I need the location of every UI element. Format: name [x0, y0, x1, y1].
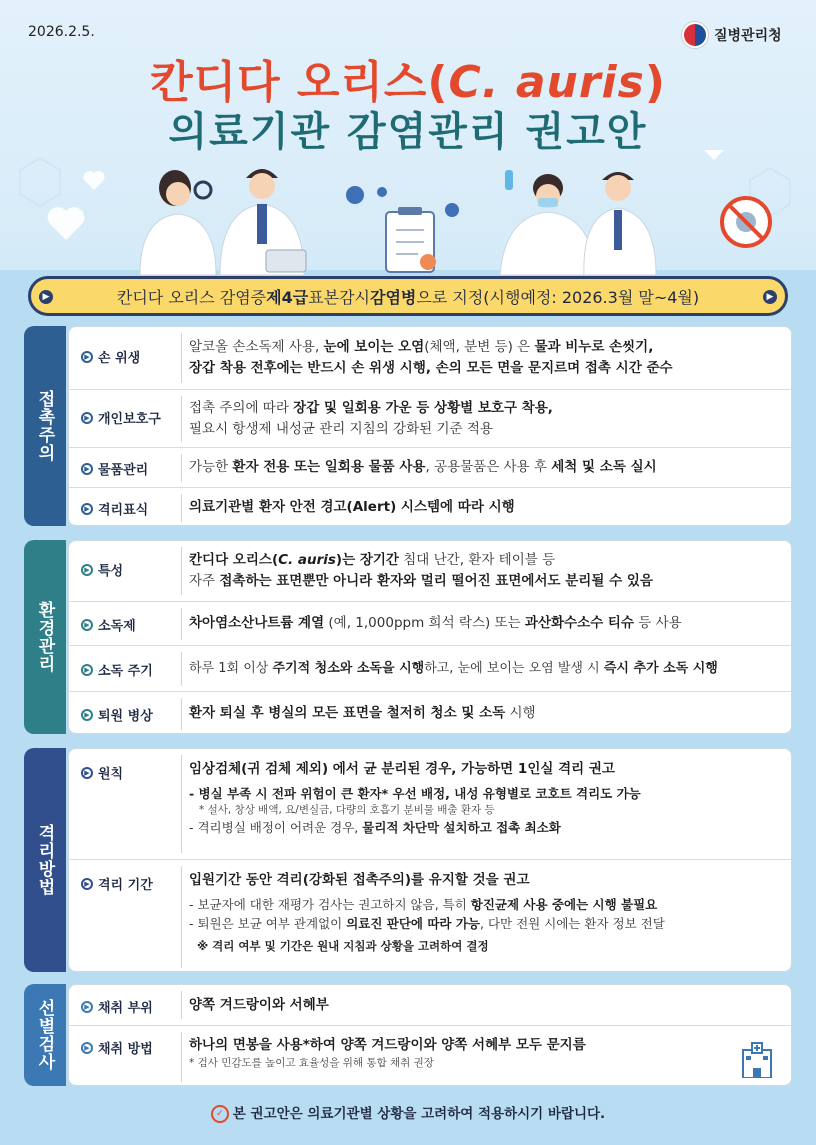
doctor-pointing	[220, 169, 306, 275]
section-isolation-method	[24, 748, 792, 972]
banner-left-dot-icon: ▶	[39, 290, 53, 304]
surveillance-banner: ▶ 칸디다 오리스 감염증 제4급 표본감시 감염병 으로 지정(시행예정: 2026.3월 말~4월) ▶	[28, 276, 788, 316]
check-circle-icon: ✓	[211, 1105, 229, 1123]
play-dot-icon: ▶	[81, 503, 93, 515]
title-italic: C. auris	[448, 57, 645, 108]
play-dot-icon: ▶	[81, 1001, 93, 1013]
section-tab: 환경관리	[24, 540, 66, 734]
logo-mark-icon	[682, 22, 708, 48]
play-dot-icon: ▶	[81, 619, 93, 631]
doctor-clipboard	[584, 172, 656, 275]
row-text: 칸디다 오리스(C. auris)는 장기간 침대 난간, 환자 테이블 등 자주 접촉하는 표면뿐만 아니라 환자와 멀리 떨어진 표면에서도 분리될 수 있음	[189, 552, 653, 589]
play-dot-icon: ▶	[81, 767, 93, 779]
footer-note: ✓ 본 권고안은 의료기관별 상황을 고려하여 적용하시기 바랍니다.	[0, 1102, 816, 1123]
play-dot-icon: ▶	[81, 1042, 93, 1054]
row-sampling-method: ▶ 채취 방법 하나의 면봉을 사용*하여 양쪽 겨드랑이와 양쪽 서혜부 모두 문지름 * 검사 민감도를 높이고 효율성을 위해 통합 채취 권장	[69, 1025, 791, 1088]
healthcare-workers-illustration	[0, 150, 816, 275]
play-dot-icon: ▶	[81, 463, 93, 475]
row-discharge-bed: ▶ 퇴원 병상 환자 퇴실 후 병실의 모든 표면을 철저히 청소 및 소독 시행	[69, 691, 791, 736]
agency-name: 질병관리청	[714, 28, 782, 44]
row-isolation-period: ▶ 격리 기간 입원기간 동안 격리(강화된 접촉주의)를 유지할 것을 권고 - 보균자에 대한 재평가 검사는 권고하지 않음, 특히 항진균제 사용 중에는 시행 불필요 - 퇴원은 보균 여부 관계없이 의료진 판단에 따라 가능, 다만 전원 시에는 환자 정보 전달 ※ 격리 여부 및 기간은 원내 지침과 상황을 고려하여 결정	[69, 859, 791, 974]
row-text: 환자 퇴실 후 병실의 모든 표면을 철저히 청소 및 소독 시행	[189, 705, 536, 721]
section-card	[68, 326, 792, 526]
section-screening	[24, 984, 792, 1086]
row-ppe: ▶ 개인보호구 접촉 주의에 따라 장갑 및 일회용 가운 등 상황별 보호구 착용, 필요시 항생제 내성균 관리 지침의 강화된 기준 적용	[69, 389, 791, 448]
section-card	[68, 748, 792, 972]
agency-logo	[682, 22, 782, 48]
publish-date: 2026.2.5.	[28, 24, 95, 40]
title-line1: 칸디다 오리스(C. auris)	[150, 57, 666, 108]
row-isolation-sign: ▶ 격리표식 의료기관별 환자 안전 경고(Alert) 시스템에 따라 시행	[69, 487, 791, 528]
row-text: 하루 1회 이상 주기적 청소와 소독을 시행하고, 눈에 보이는 오염 발생 시 즉시 추가 소독 시행	[189, 661, 718, 676]
section-tab: 격리방법	[24, 748, 66, 972]
section-tab: 선별검사	[24, 984, 66, 1086]
row-characteristics: ▶ 특성 칸디다 오리스(C. auris)는 장기간 침대 난간, 환자 테이블 등 자주 접촉하는 표면뿐만 아니라 환자와 멀리 떨어진 표면에서도 분리될 수 있음	[69, 541, 791, 601]
row-hand-hygiene: ▶ 손 위생 알코올 손소독제 사용, 눈에 보이는 오염(체액, 분변 등) 은 물과 비누로 손씻기, 장갑 착용 전후에는 반드시 손 위생 시행, 손의 모든 면을 문지르며 접촉 시간 준수	[69, 327, 791, 389]
row-text: 하나의 면봉을 사용*하여 양쪽 겨드랑이와 양쪽 서혜부 모두 문지름 * 검사 민감도를 높이고 효율성을 위해 통합 채취 권장	[189, 1037, 586, 1069]
row-text: 입원기간 동안 격리(강화된 접촉주의)를 유지할 것을 권고 - 보균자에 대한 재평가 검사는 권고하지 않음, 특히 항진균제 사용 중에는 시행 불필요 - 퇴원은 보균 여부 관계없이 의료진 판단에 따라 가능, 다만 전원 시에는 환자 정보 전달 ※ 격리 여부 및 기간은 원내 지침과 상황을 고려하여 결정	[189, 872, 665, 953]
title-line2: 의료기관 감염관리 권고안	[168, 109, 648, 155]
row-text: 차아염소산나트륨 계열 (예, 1,000ppm 희석 락스) 또는 과산화수소수 티슈 등 사용	[189, 615, 682, 631]
section-card	[68, 984, 792, 1086]
play-dot-icon: ▶	[81, 351, 93, 363]
play-dot-icon: ▶	[81, 564, 93, 576]
row-text: 접촉 주의에 따라 장갑 및 일회용 가운 등 상황별 보호구 착용, 필요시 항생제 내성균 관리 지침의 강화된 기준 적용	[189, 400, 553, 437]
clipboard-icon	[386, 207, 436, 272]
row-supplies: ▶ 물품관리 가능한 환자 전용 또는 일회용 물품 사용, 공용물품은 사용 후 세척 및 소독 실시	[69, 447, 791, 488]
row-text: 임상검체(귀 검체 제외) 에서 균 분리된 경우, 가능하면 1인실 격리 권고 - 병실 부족 시 전파 위험이 큰 환자* 우선 배정, 내성 유형별로 코호트 격리도 가능 * 설사, 창상 배액, 요/변실금, 다량의 호흡기 분비물 배출 환자 등 - 격리병실 배정이 어려운 경우, 물리적 차단막 설치하고 접촉 최소화	[189, 761, 641, 835]
row-sampling-site: ▶ 채취 부위 양쪽 겨드랑이와 서혜부	[69, 985, 791, 1025]
row-text: 의료기관별 환자 안전 경고(Alert) 시스템에 따라 시행	[189, 499, 515, 515]
row-principle: ▶ 원칙 임상검체(귀 검체 제외) 에서 균 분리된 경우, 가능하면 1인실 격리 권고 - 병실 부족 시 전파 위험이 큰 환자* 우선 배정, 내성 유형별로 코호트 격리도 가능 * 설사, 창상 배액, 요/변실금, 다량의 호흡기 분비물 배출 환자 등 - 격리병실 배정이 어려운 경우, 물리적 차단막 설치하고 접촉 최소화	[69, 749, 791, 859]
section-card	[68, 540, 792, 734]
row-disinfectant: ▶ 소독제 차아염소산나트륨 계열 (예, 1,000ppm 희석 락스) 또는 과산화수소수 티슈 등 사용	[69, 601, 791, 646]
doctor-magnifier	[140, 170, 216, 275]
section-tab: 접촉주의	[24, 326, 66, 526]
lab-worker	[500, 170, 596, 275]
play-dot-icon: ▶	[81, 412, 93, 424]
row-text: 가능한 환자 전용 또는 일회용 물품 사용, 공용물품은 사용 후 세척 및 소독 실시	[189, 459, 657, 475]
section-contact-precautions	[24, 326, 792, 526]
section-environment	[24, 540, 792, 734]
row-text: 양쪽 겨드랑이와 서혜부	[189, 997, 329, 1013]
banner-right-dot-icon: ▶	[763, 290, 777, 304]
hospital-icon	[737, 1042, 777, 1078]
row-disinfection-cycle: ▶ 소독 주기 하루 1회 이상 주기적 청소와 소독을 시행하고, 눈에 보이는 오염 발생 시 즉시 추가 소독 시행	[69, 645, 791, 692]
row-text: 알코올 손소독제 사용, 눈에 보이는 오염(체액, 분변 등) 은 물과 비누로 손씻기, 장갑 착용 전후에는 반드시 손 위생 시행, 손의 모든 면을 문지르며 접촉 시간 준수	[189, 339, 673, 376]
play-dot-icon: ▶	[81, 878, 93, 890]
play-dot-icon: ▶	[81, 664, 93, 676]
play-dot-icon: ▶	[81, 709, 93, 721]
no-virus-icon	[722, 198, 770, 246]
